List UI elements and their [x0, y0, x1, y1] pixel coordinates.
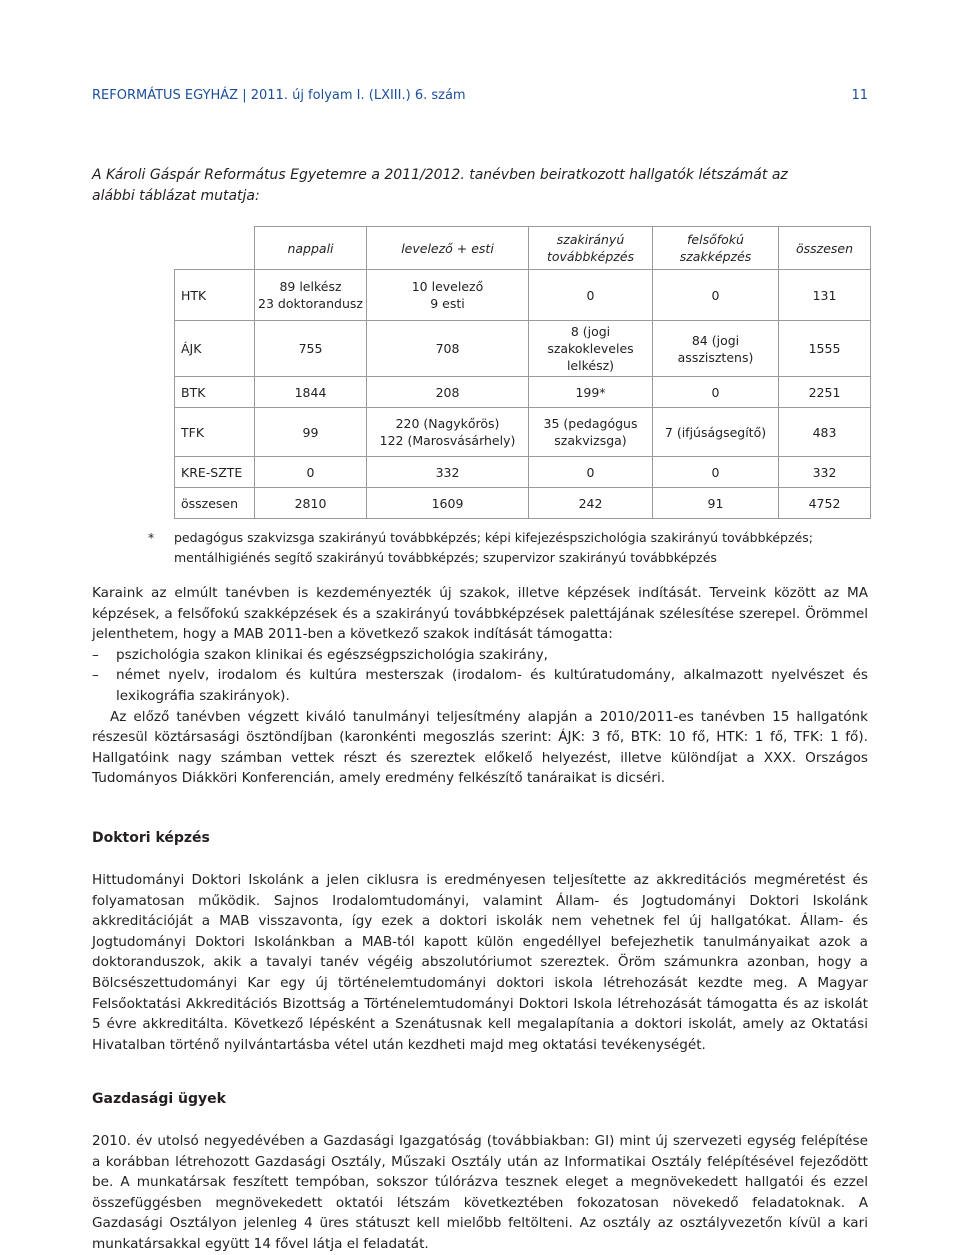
table-cell: 1555 — [779, 321, 871, 377]
enrollment-table — [174, 226, 871, 519]
list-item — [92, 665, 868, 706]
table-cell: 199* — [529, 377, 653, 408]
body-section-1 — [92, 583, 868, 789]
table-cell: 8 (jogi szakokleveles lelkész) — [529, 321, 653, 377]
table-cell: 755 — [255, 321, 367, 377]
table-cell: 708 — [367, 321, 529, 377]
journal-title: REFORMÁTUS EGYHÁZ | 2011. új folyam I. (LXIII.) 6. szám — [92, 88, 466, 103]
paragraph: Az előző tanévben végzett kiváló tanulmányi teljesítmény alapján a 2010/2011-es tanévben 15 hallgatónk részesül köztársasági ösztöndíjban (karonkénti megoszlás szerint: ÁJK: 3 fő, BTK: 10 fő, HTK: 1 fő, TFK: 1 fő). Hallgatóink nagy számban vettek részt és szereztek előkelő helyezést, illetve különdíjat a XXX. Országos Tudományos Diákköri Konferencián, amely eredmény felkészítő tanáraikat is dicséri. — [92, 708, 868, 787]
table-row — [175, 270, 871, 321]
section-doctoral-text: Hittudományi Doktori Iskolánk a jelen ciklusra is eredményesen teljesítette az akkreditációs megméretést és folyamatosan működik. Sajnos Irodalomtudományi, valamint Állam- és Jogtudományi Doktori Iskolánk akkreditációját a MAB visszavonta, így ezek a doktori iskolák nem vehetnek fel új hallgatókat. Állam- és Jogtudományi Doktori Iskolánkban a MAB-tól kapott külön engedéllyel befejezhetik tanulmányaikat azok a doktoranduszok, akik a tavalyi tanév végéig abszolutóriumot szereztek. Öröm számunkra azonban, hogy a Bölcsészettudományi Kar egy új történelemtudományi doktori iskola létrehozását kezdte meg. A Magyar Felsőoktatási Akkreditációs Bizottság a Történelemtudományi Doktori Iskola létrehozását támogatta és az iskolát 5 évre akkreditálta. Következő lépésként a Szenátusnak kell megalapítania a doktori iskolát, amely az Oktatási Hivatalban történő nyilvántartásba vétel után kezdheti majd meg oktatási tevékenységét. — [92, 872, 868, 1053]
table-cell: 242 — [529, 488, 653, 519]
row-label: KRE-SZTE — [175, 457, 255, 488]
row-label: ÁJK — [175, 321, 255, 377]
section-title-doctoral: Doktori képzés — [92, 830, 210, 846]
table-cell: 35 (pedagógus szakvizsga) — [529, 408, 653, 457]
row-label: TFK — [175, 408, 255, 457]
paragraph: Karaink az elmúlt tanévben is kezdeményezték új szakok, illetve képzések indítását. Terveink között az MA képzések, a felsőfokú szakképzések és a szakirányú továbbképzések palettájának szélesítése szerepel. Örömmel jelenthetem, hogy a MAB 2011-ben a következő szakok indítását támogatta: — [92, 585, 868, 643]
table-cell: 483 — [779, 408, 871, 457]
list-item-text: német nyelv, irodalom és kultúra mesterszak (irodalom- és kultúratudomány, alkalmazott nyelvészet és lexikográfia szakirányok). — [116, 667, 868, 704]
list-dash: – — [92, 667, 99, 684]
list-item-text: pszichológia szakon klinikai és egészségpszichológia szakirány, — [116, 646, 548, 663]
footnote-marker: * — [148, 530, 155, 545]
table-row — [175, 457, 871, 488]
table-cell: 99 — [255, 408, 367, 457]
row-label: HTK — [175, 270, 255, 321]
section-economic-text: 2010. év utolsó negyedévében a Gazdasági Igazgatóság (továbbiakban: GI) mint új szervezeti egység felépítése a korábban létrehozott Gazdasági Osztály, Műszaki Osztály után az Informatikai Osztály felépítésével fejeződött be. A munkatársak feszített tempóban, sokszor túlórázva tesznek eleget a megnövekedett hallgatói és ezzel összefüggésben megnövekedett oktatói létszám következtében fokozatosan növekedő feladatoknak. A Gazdasági Osztályon jelenleg 4 üres státuszt kell mielőbb feltölteni. Az osztály az osztályvezetőn kívül a kari munkatársakkal együtt 14 fővel látja el feladatát. — [92, 1133, 868, 1252]
header-cell: összesen — [779, 227, 871, 270]
table-cell: 0 — [529, 457, 653, 488]
table-cell: 1844 — [255, 377, 367, 408]
table-cell: 2251 — [779, 377, 871, 408]
table-cell: 91 — [653, 488, 779, 519]
header-empty-cell — [175, 227, 255, 270]
table-cell: 2810 — [255, 488, 367, 519]
table-cell: 208 — [367, 377, 529, 408]
table-cell: 1609 — [367, 488, 529, 519]
list-item — [92, 645, 868, 666]
list-dash: – — [92, 646, 99, 663]
table-cell: 0 — [653, 457, 779, 488]
table-cell: 332 — [779, 457, 871, 488]
row-label: BTK — [175, 377, 255, 408]
footnote-text: pedagógus szakvizsga szakirányú továbbképzés; képi kifejezéspszichológia szakirányú továbbképzés; mentálhigiénés segítő szakirányú továbbképzés; szupervizor szakirányú továbbképzés — [174, 530, 813, 565]
header-cell: nappali — [255, 227, 367, 270]
table-row — [175, 321, 871, 377]
section-title-economic: Gazdasági ügyek — [92, 1091, 226, 1107]
page-header — [92, 88, 868, 103]
header-cell: felsőfokú szakképzés — [653, 227, 779, 270]
table-cell: 0 — [653, 270, 779, 321]
table-cell: 10 levelező 9 esti — [367, 270, 529, 321]
header-cell: szakirányú továbbképzés — [529, 227, 653, 270]
table-row — [175, 408, 871, 457]
table-cell: 0 — [653, 377, 779, 408]
table-cell: 220 (Nagykőrös) 122 (Marosvásárhely) — [367, 408, 529, 457]
page-number: 11 — [851, 88, 868, 103]
table-row — [175, 377, 871, 408]
table-cell: 84 (jogi asszisztens) — [653, 321, 779, 377]
table-row — [175, 488, 871, 519]
table-cell: 0 — [255, 457, 367, 488]
row-label: összesen — [175, 488, 255, 519]
table-cell: 4752 — [779, 488, 871, 519]
header-cell: levelező + esti — [367, 227, 529, 270]
table-cell: 131 — [779, 270, 871, 321]
table-cell: 0 — [529, 270, 653, 321]
table-intro: A Károli Gáspár Református Egyetemre a 2011/2012. tanévben beiratkozott hallgatók létszámát az alábbi táblázat mutatja: — [92, 167, 788, 204]
table-cell: 332 — [367, 457, 529, 488]
table-header-row — [175, 227, 871, 270]
table-cell: 89 lelkész 23 doktorandusz — [255, 270, 367, 321]
table-cell: 7 (ifjúságsegítő) — [653, 408, 779, 457]
